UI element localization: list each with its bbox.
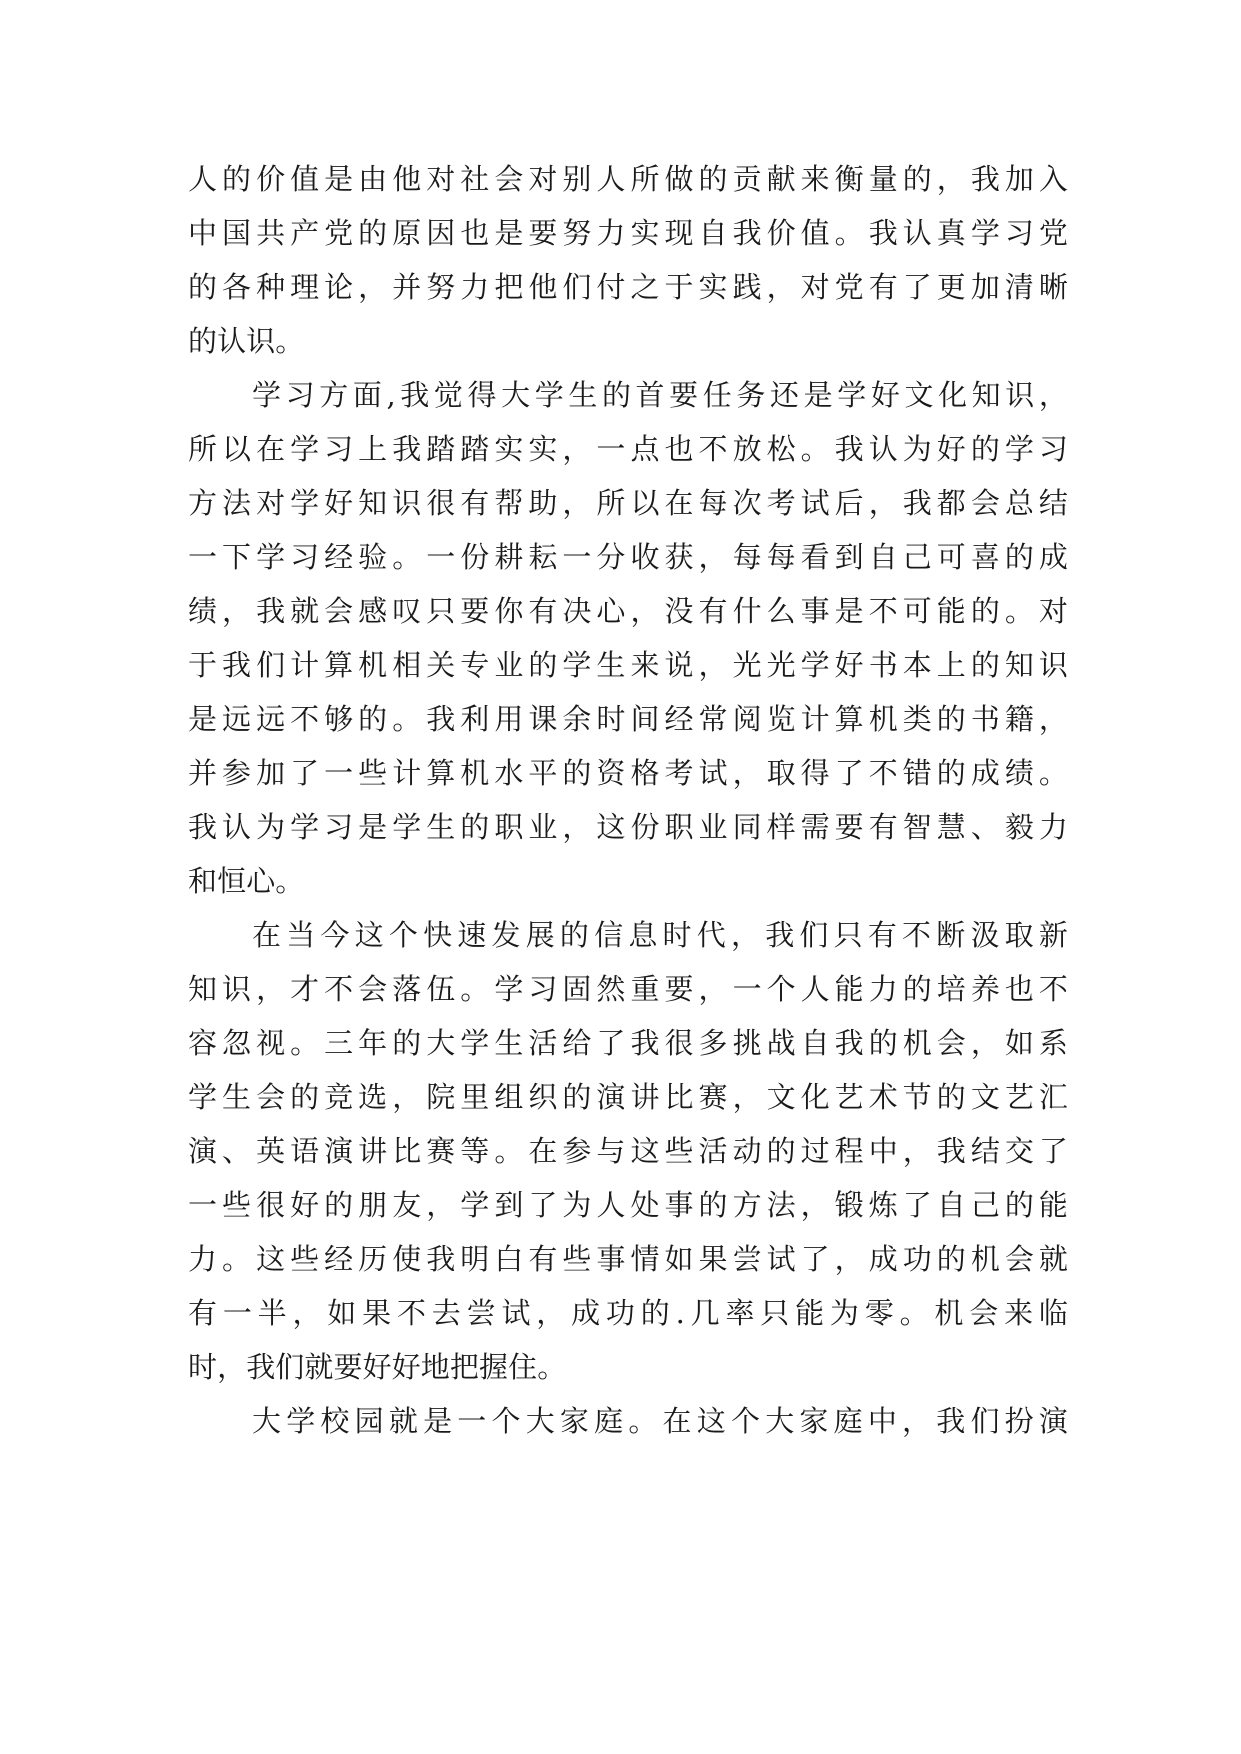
text-line: 学生会的竞选，院里组织的演讲比赛，文化艺术节的文艺汇 [188, 1080, 1068, 1114]
paragraph [188, 152, 1068, 368]
text-line: 一下学习经验。一份耕耘一分收获，每每看到自己可喜的成 [188, 540, 1068, 574]
text-line: 演、英语演讲比赛等。在参与这些活动的过程中，我结交了 [188, 1134, 1068, 1168]
paragraph [188, 1394, 1068, 1448]
text-line: 人的价值是由他对社会对别人所做的贡献来衡量的，我加入 [188, 162, 1068, 196]
text-line: 的各种理论，并努力把他们付之于实践，对党有了更加清晰 [188, 270, 1068, 304]
text-line: 有一半，如果不去尝试，成功的.几率只能为零。机会来临 [188, 1296, 1068, 1330]
text-line: 容忽视。三年的大学生活给了我很多挑战自我的机会，如系 [188, 1026, 1068, 1060]
text-line: 一些很好的朋友，学到了为人处事的方法，锻炼了自己的能 [188, 1188, 1068, 1222]
text-line: 中国共产党的原因也是要努力实现自我价值。我认真学习党 [188, 216, 1068, 250]
text-line: 力。这些经历使我明白有些事情如果尝试了，成功的机会就 [188, 1242, 1068, 1276]
text-line: 并参加了一些计算机水平的资格考试，取得了不错的成绩。 [188, 756, 1068, 790]
text-line: 于我们计算机相关专业的学生来说，光光学好书本上的知识 [188, 648, 1068, 682]
text-line: 是远远不够的。我利用课余时间经常阅览计算机类的书籍， [188, 702, 1068, 736]
text-line: 和恒心。 [188, 864, 305, 898]
text-line: 在当今这个快速发展的信息时代，我们只有不断汲取新 [252, 918, 1068, 952]
body-text [188, 152, 1068, 1448]
text-line: 时，我们就要好好地把握住。 [188, 1350, 567, 1384]
text-line: 我认为学习是学生的职业，这份职业同样需要有智慧、毅力 [188, 810, 1068, 844]
text-line: 知识，才不会落伍。学习固然重要，一个人能力的培养也不 [188, 972, 1068, 1006]
text-line: 学习方面,我觉得大学生的首要任务还是学好文化知识， [252, 378, 1068, 412]
text-line: 大学校园就是一个大家庭。在这个大家庭中，我们扮演 [252, 1404, 1068, 1438]
text-line: 绩，我就会感叹只要你有决心，没有什么事是不可能的。对 [188, 594, 1068, 628]
paragraph [188, 368, 1068, 908]
text-line: 的认识。 [188, 324, 305, 358]
text-line: 所以在学习上我踏踏实实，一点也不放松。我认为好的学习 [188, 432, 1068, 466]
text-line: 方法对学好知识很有帮助，所以在每次考试后，我都会总结 [188, 486, 1068, 520]
paragraph [188, 908, 1068, 1394]
